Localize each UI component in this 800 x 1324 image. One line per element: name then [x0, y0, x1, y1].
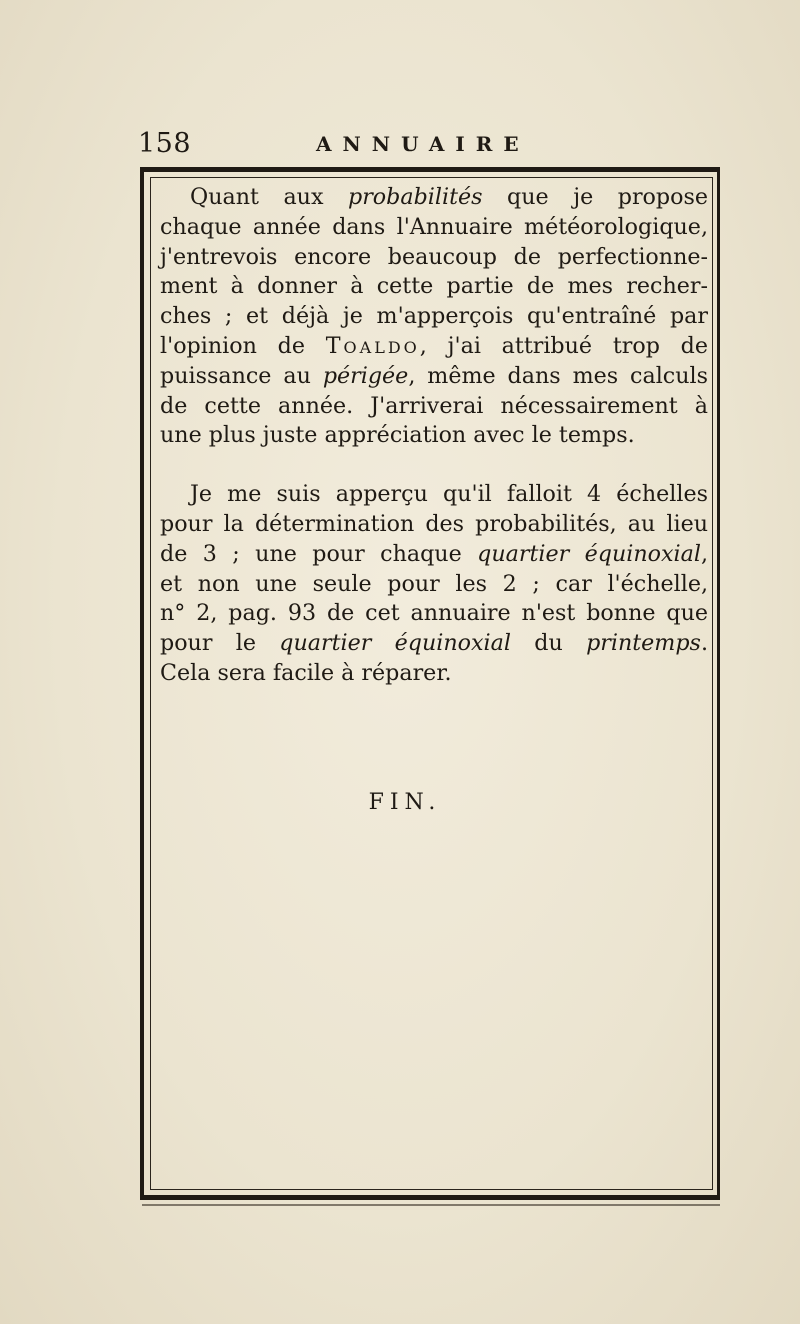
- text-line: [160, 362, 708, 392]
- text-line: j'entrevois encore beaucoup de perfectionne-: [160, 243, 708, 270]
- running-title: ANNUAIRE: [316, 132, 530, 156]
- text-line: [160, 332, 708, 362]
- italic-term: quartier équinoxial: [477, 540, 701, 567]
- text-line: de cette année. J'arriverai nécessairement à: [160, 392, 708, 419]
- text-run: Je me suis apperçu qu'il falloit 4 échelles: [190, 481, 708, 508]
- page-number: 158: [138, 128, 192, 159]
- text-line: n° 2, pag. 93 de cet annuaire n'est bonne que: [160, 600, 708, 627]
- text-run: , même dans mes calculs: [408, 362, 709, 389]
- text-line: chaque année dans l'Annuaire météorologique,: [160, 213, 708, 240]
- text-run: puissance au: [160, 362, 323, 389]
- text-line: ches ; et déjà je m'apperçois qu'entraîné par: [160, 303, 708, 330]
- text-run: .: [700, 630, 708, 657]
- text-line: une plus juste appréciation avec le temps.: [160, 422, 635, 449]
- bottom-rule: [142, 1204, 720, 1206]
- paragraph-echelles: [160, 480, 708, 689]
- text-line: [160, 540, 708, 570]
- running-head: [138, 128, 728, 164]
- text-line: Cela sera facile à réparer.: [160, 659, 452, 686]
- fin-closing: FIN.: [368, 790, 442, 815]
- text-line: [160, 629, 708, 659]
- text-line: et non une seule pour les 2 ; car l'échelle,: [160, 570, 708, 597]
- italic-term: périgée: [322, 362, 409, 389]
- italic-term: probabilités: [348, 184, 483, 210]
- text-run: , j'ai attribué trop de: [419, 332, 708, 359]
- text-line: ment à donner à cette partie de mes recher-: [160, 273, 708, 300]
- body-text: [160, 183, 708, 689]
- text-line: pour la détermination des probabilités, au lieu: [160, 510, 708, 537]
- text-line: [160, 183, 708, 213]
- paragraph-probabilites: [160, 183, 708, 451]
- text-run: Quant aux: [190, 184, 348, 210]
- text-run: l'opinion de: [160, 332, 326, 359]
- author-name: Toaldo: [325, 332, 420, 359]
- text-run: pour le: [160, 630, 280, 657]
- italic-term: quartier équinoxial: [279, 630, 511, 657]
- text-run: ,: [700, 540, 708, 567]
- text-run: du: [510, 630, 587, 657]
- text-run: que je propose: [482, 184, 708, 210]
- text-line: [160, 480, 708, 510]
- text-run: de 3 ; une pour chaque: [160, 540, 478, 567]
- italic-term: printemps: [586, 630, 701, 657]
